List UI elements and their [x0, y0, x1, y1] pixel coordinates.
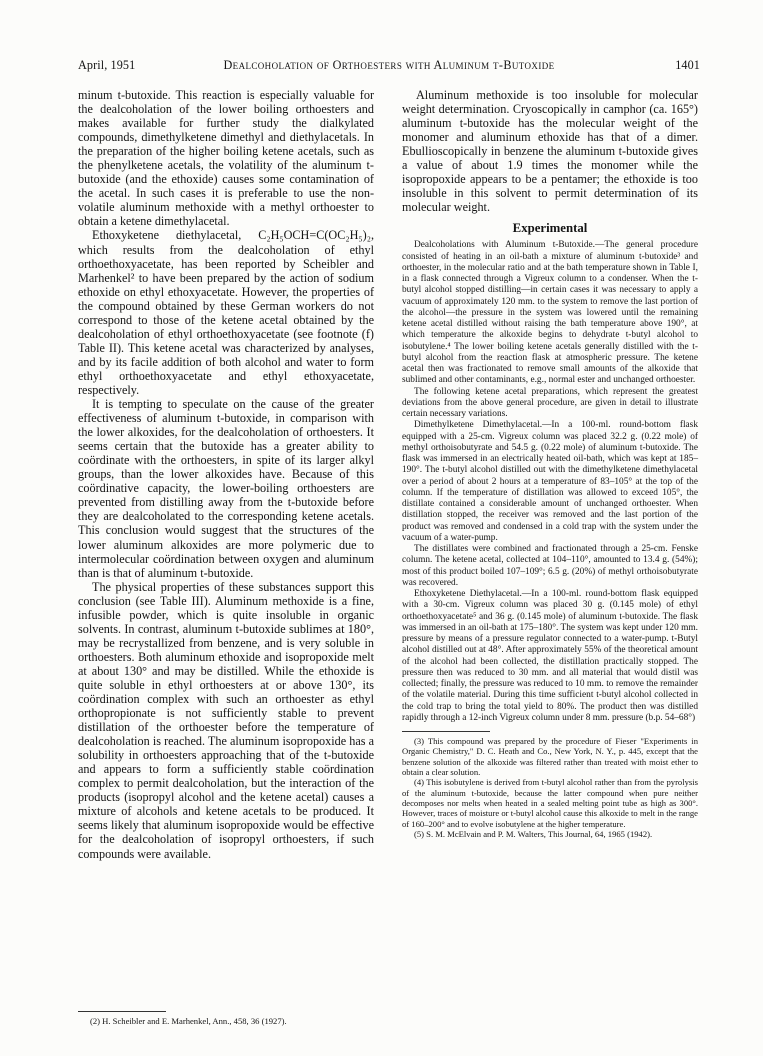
- paragraph: Dealcoholations with Aluminum t-Butoxide.—The general procedure consisted of heating in an oil-bath a mixture of aluminum t-butoxide³ and orthoester, in the molecular ratio and at the bath temperature shown in Table I, in a flask connected through a Vigreux column to a condenser. When the t-butyl alcohol stopped distilling—in certain cases it was necessary to apply a vacuum of approximately 120 mm. to the system to remove the last portion of the alcohol—the pressure in the system was lowered until the remaining ketene acetal distilled without raising the bath temperature above 190°, at which temperature the alkoxide begins to dehydrate t-butyl alcohol to isobutylene.⁴ The lower boiling ketene acetals generally distilled with the t-butyl alcohol from the reaction flask at atmospheric pressure. The ketene acetal then was fractionated to remove small amounts of the alkoxide that sublimed and other contaminants, e.g., normal ester and unchanged orthoester.: [402, 240, 698, 386]
- paragraph: Ethoxyketene Diethylacetal.—In a 100-ml. round-bottom flask equipped with a 30-cm. Vigreux column was placed 30 g. (0.145 mole) of ethyl orthoethoxyacetate⁵ and 36 g. (0.145 mole) of aluminum t-butoxide. The flask was immersed in an oil-bath at 175–180°. The system was kept under 120 mm. pressure by means of a pressure regulator connected to a water-pump. t-Butyl alcohol distilled out at 48°. After approximately 55% of the theoretical amount of the alcohol had been collected, the distillation practically stopped. The pressure then was reduced to 30 mm. and all material that would distil was collected; finally, the pressure was reduced to 10 mm. to remove the remainder of the volatile material. During this time sufficient t-butyl alcohol collected in the cold trap to bring the total yield to 80%. The product then was distilled rapidly through a 12-inch Vigreux column under 8 mm. pressure (b.p. 54–68°): [402, 589, 698, 723]
- paragraph: The physical properties of these substances support this conclusion (see Table III). Aluminum methoxide is a fine, infusible powder, which is quite insoluble in organic solvents. In contrast, aluminum t-butoxide sublimes at 180°, may be recrystallized from benzene, and is very soluble in orthoesters. Both aluminum ethoxide and isopropoxide melt at about 130° and may be distilled. While the ethoxide is quite soluble in ethyl orthoesters at or above 130°, its coördination complex with such an orthoester as ethyl orthopropionate is not sufficiently stable to prevent distillation of the orthoester before the temperature of dealcoholation is reached. The aluminum isopropoxide has a solubility in orthoesters approaching that of the t-butoxide and appears to form a sufficiently stable coördination complex to permit dealcoholation, but the interaction of the products (isopropyl alcohol and the ketene acetal) causes a mixture of alcohols and ketene acetals to be produced. It seems likely that aluminum isopropoxide would be effective for the dealcoholation of isopropyl orthoesters, if such compounds were available.: [78, 579, 374, 861]
- footnote: (4) This isobutylene is derived from t-butyl alcohol rather than from the pyrolysis of the aluminum t-butoxide, because the latter compound when pure neither decomposes nor melts when heated in a sealed melting point tube as high as 300°. However, traces of moisture or t-butyl alcohol cause this alkoxide to melt in the range of 160–200° and to evolve isobutylene at the higher temperature.: [402, 777, 698, 829]
- paragraph: It is tempting to speculate on the cause of the greater effectiveness of aluminum t-butoxide, in comparison with the lower alkoxides, for the dealcoholation of orthoesters. It seems certain that the butoxide has a greater ability to coördinate with the orthoesters, in spite of its larger alkyl groups, than the lower alkoxides have. Because of this coördinative capacity, the lower-boiling orthoesters are prevented from distilling away from the t-butoxide before they are dealcoholated to the corresponding ketene acetals. This conclusion would suggest that the structures of the lower aluminum alkoxides are more polymeric due to intermolecular coördination between oxygen and aluminum than is that of aluminum t-butoxide.: [78, 397, 374, 580]
- footnote: (5) S. M. McElvain and P. M. Walters, This Journal, 64, 1965 (1942).: [414, 828, 653, 839]
- footnote: (2) H. Scheibler and E. Marhenkel, Ann., 458, 36 (1927).: [90, 1016, 287, 1026]
- paragraph: minum t-butoxide. This reaction is especially valuable for the dealcoholation of the lower boiling orthoesters and makes available for further study the dialkylated compounds, dimethylketene dimethyl and diethylacetals. In the preparation of the higher boiling ketene acetals, such as the phenylketene acetals, the volatility of the aluminum t-butoxide (and the ethoxide) causes some contamination of the acetal. In such cases it is preferable to use the non-volatile aluminum methoxide with a methyl orthoester to obtain a ketene dimethylacetal.: [78, 88, 374, 229]
- paragraph: Dimethylketene Dimethylacetal.—In a 100-ml. round-bottom flask equipped with a 25-cm. Vigreux column was placed 32.2 g. (0.22 mole) of methyl orthoisobutyrate and 54.5 g. (0.22 mole) of aluminum t-butoxide. The flask was immersed in an electrically heated oil-bath, which was kept at 185–190°. The t-butyl alcohol distilled out with the dimethylketene dimethylacetal over a period of about 2 hours at a temperature of 83–105° at the top of the column. If the temperature of distillation was allowed to exceed 105°, the distillate contained a considerable amount of unchanged orthoester. When distillation stopped, the receiver was removed and the last portion of the product was removed and condensed in a cold trap with the system under the vacuum of a water-pump.: [402, 420, 698, 543]
- running-header: [78, 58, 700, 76]
- section-heading-experimental: Experimental: [512, 221, 588, 236]
- footnote-rule: [402, 731, 490, 732]
- paragraph: Aluminum methoxide is too insoluble for molecular weight determination. Cryoscopically in camphor (ca. 165°) aluminum t-butoxide has the molecular weight of the monomer and aluminum ethoxide has that of a dimer. Ebullioscopically in benzene the aluminum t-butoxide gives a value of about 1.9 times the monomer while the isopropoxide appears to be a pentamer; the ethoxide is too insoluble in this solvent to permit determination of its molecular weight.: [402, 88, 698, 215]
- page-number: 1401: [675, 58, 700, 72]
- paragraph: The distillates were combined and fractionated through a 25-cm. Fenske column. The ketene acetal, collected at 104–110°, amounted to 13.4 g. (54%); most of this product boiled 107–109°; 6.5 g. (20%) of methyl orthoisobutyrate was recovered.: [402, 544, 698, 588]
- paragraph: Ethoxyketene diethylacetal, C₂H₅OCH=C(OC₂H₅)₂, which results from the dealcoholation of ethyl orthoethoxyacetate, has been reported by Scheibler and Marhenkel² to have been prepared by the action of sodium ethoxide on ethyl ethoxyacetate. However, the properties of the compound obtained by these German workers do not correspond to those of the ketene acetal obtained by the dealcoholation of ethyl orthoethoxyacetate (see footnote (f) Table II). This ketene acetal was characterized by analyses, and by its facile addition of both alcohol and water to form ethyl orthoethoxyacetate and ethyl ethoxyacetate, respectively.: [78, 228, 374, 397]
- paragraph: The following ketene acetal preparations, which represent the greatest deviations from the above general procedure, are given in detail to illustrate certain necessary variations.: [402, 386, 698, 420]
- header-title: Dealcoholation of Orthoesters with Aluminum t-Butoxide: [223, 58, 555, 72]
- left-footnotes: [78, 1004, 374, 1026]
- left-column: [78, 88, 374, 861]
- footnote: (3) This compound was prepared by the procedure of Fieser "Experiments in Organic Chemistry," D. C. Heath and Co., New York, N. Y., p. 445, except that the benzene solution of the alkoxide was filtered rather than treated with moist ether to obtain a clear solution.: [402, 736, 698, 778]
- footnote-rule: [78, 1011, 166, 1012]
- right-column: [402, 88, 698, 839]
- header-date: April, 1951: [78, 58, 136, 72]
